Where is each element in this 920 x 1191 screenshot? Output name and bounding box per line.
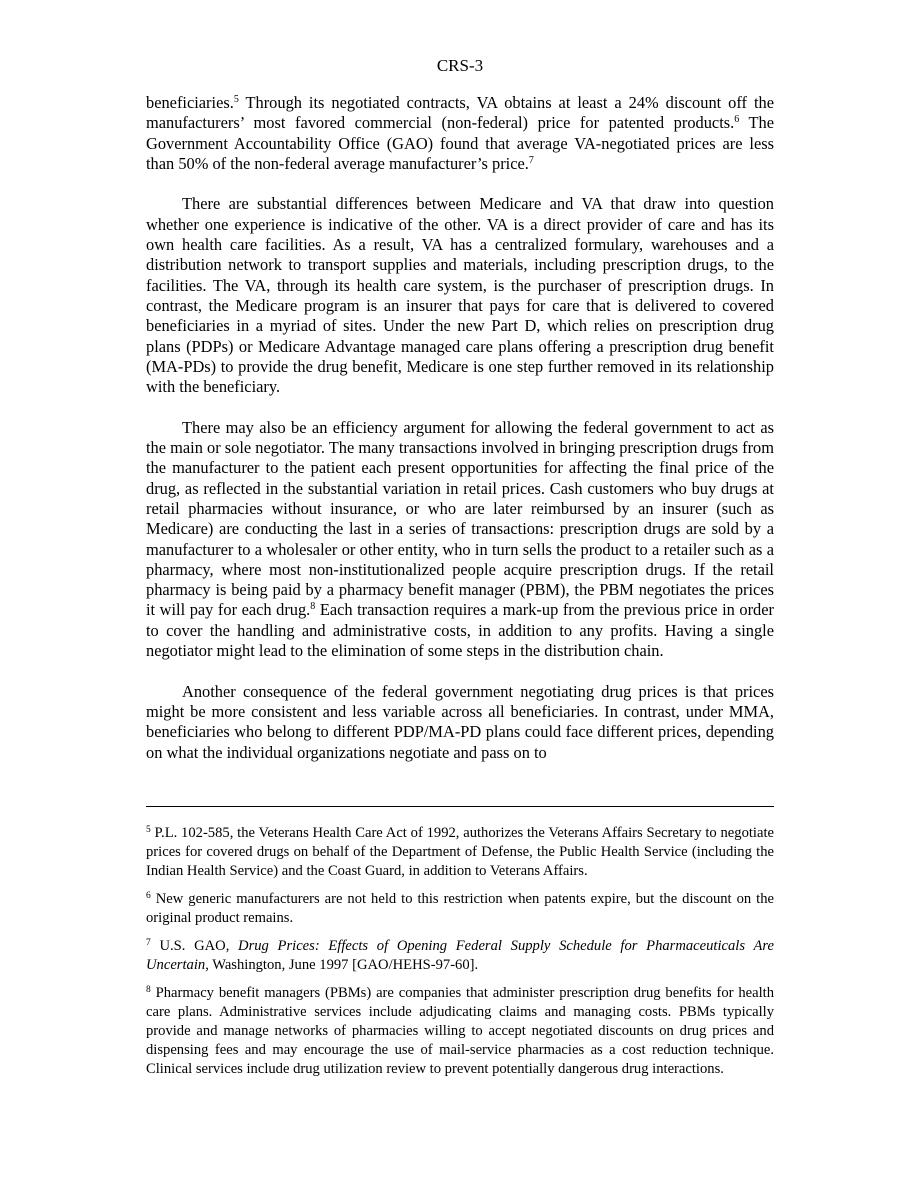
paragraph-2: There are substantial differences between Medicare and VA that draw into question whether one experience is indicative of the other. VA is a direct provider of care and has its own health care facilities. As a result, VA has a centralized formulary, warehouses and a distribution network to transport supplies and materials, including prescription drugs, to the facilities. The VA, through its health care system, is the purchaser of prescription drugs. In contrast, the Medicare program is an insurer that pays for care that is delivered to covered beneficiaries in a myriad of sites. Under the new Part D, which relies on prescription drug plans (PDPs) or Medicare Advantage managed care plans offering a prescription drug benefit (MA-PDs) to provide the drug benefit, Medicare is one step further removed in its relationship with the beneficiary. [146, 194, 774, 397]
footnote-8 [146, 984, 774, 1079]
footnote-7-number: 7 [146, 938, 151, 948]
footnote-ref-6[interactable]: 6 [734, 114, 740, 126]
footnote-7 [146, 937, 774, 975]
footnote-divider [146, 806, 774, 807]
footnote-ref-5[interactable]: 5 [233, 94, 239, 105]
footnotes-section [146, 824, 774, 1088]
body-text [146, 93, 774, 763]
paragraph-1-text-b: Through its negotiated contracts, VA obtains at least a 24% discount off the manufacturers’ most favored commercial (non-federal) price for patented products. [146, 93, 774, 133]
paragraph-1-text-a: beneficiaries. [146, 93, 234, 112]
paragraph-1-text-c: The Government Accountability Office (GAO) found that average VA-negotiated prices are less than 50% of the non-federal average manufacturer’s price. [146, 113, 774, 173]
paragraph-1 [146, 93, 774, 174]
page-number-header: CRS-3 [436, 56, 484, 75]
footnote-6-text: New generic manufacturers are not held to this restriction when patents expire, but the discount on the original product remains. [146, 891, 774, 926]
footnote-7-suffix: , Washington, June 1997 [GAO/HEHS-97-60]. [205, 957, 479, 973]
footnote-8-number: 8 [146, 985, 151, 995]
footnote-8-text: Pharmacy benefit managers (PBMs) are companies that administer prescription drug benefits for health care plans. Administrative services include adjudicating claims and managing costs. PBMs typically provide and manage networks of pharmacies willing to accept negotiated discounts on drug prices and dispensing fees and may encourage the use of mail-service pharmacies as a cost reduction technique. Clinical services include drug utilization review to prevent potentially dangerous drug interactions. [146, 985, 774, 1077]
footnote-5-text: P.L. 102-585, the Veterans Health Care Act of 1992, authorizes the Veterans Affairs Secretary to negotiate prices for covered drugs on behalf of the Department of Defense, the Public Health Service (including the Indian Health Service) and the Coast Guard, in addition to Veterans Affairs. [146, 825, 774, 879]
paragraph-3 [146, 418, 774, 662]
footnote-5-number: 5 [146, 825, 151, 835]
footnote-7-title: Drug Prices: Effects of Opening Federal Supply Schedule for Pharmaceuticals Are Uncertain [146, 938, 774, 973]
paragraph-3-text-b: Each transaction requires a mark-up from the previous price in order to cover the handling and administrative costs, in addition to any profits. Having a single negotiator might lead to the elimination of some steps in the distribution chain. [146, 600, 774, 661]
footnote-ref-8[interactable]: 8 [310, 601, 316, 613]
footnote-5 [146, 824, 774, 881]
footnote-7-prefix: U.S. GAO, [150, 938, 239, 954]
footnote-ref-7[interactable]: 7 [528, 154, 534, 166]
footnote-6 [146, 890, 774, 928]
paragraph-3-text-a: There may also be an efficiency argument for allowing the federal government to act as the main or sole negotiator. The many transactions involved in bringing prescription drugs from the manufacturer to the patient each present opportunities for affecting the final price of the drug, as reflected in the substantial variation in retail prices. Cash customers who buy drugs at retail pharmacies without insurance, or who are later reimbursed by an insurer (such as Medicare) are conducting the last in a series of transactions: prescription drugs are sold by a manufacturer to a wholesaler or other entity, who in turn sells the product to a retailer such as a pharmacy, where most non-institutionalized people acquire prescription drugs. If the retail pharmacy is being paid by a pharmacy benefit manager (PBM), the PBM negotiates the prices it will pay for each drug. [146, 417, 774, 620]
footnote-6-number: 6 [146, 891, 151, 901]
paragraph-4: Another consequence of the federal government negotiating drug prices is that prices might be more consistent and less variable across all beneficiaries. In contrast, under MMA, beneficiaries who belong to different PDP/MA-PD plans could face different prices, depending on what the individual organizations negotiate and pass on to [146, 681, 774, 762]
